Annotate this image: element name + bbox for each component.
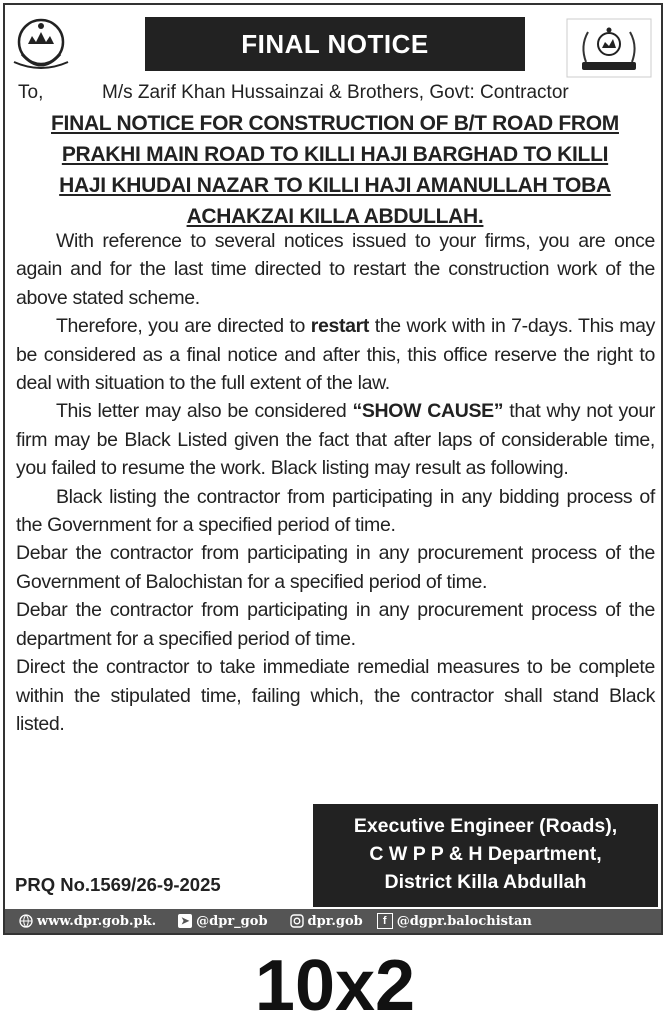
globe-icon [19,914,33,928]
body-paragraph: Black listing the contractor from participating in any bidding process of the Government for a specified period of time. [16,485,655,537]
body-paragraph: Debar the contractor from participating in any procurement process of the Government of Balochistan for a specified period of time. [16,542,655,593]
subject-line: PRAKHI MAIN ROAD TO KILLI HAJI BARGHAD TO KILLI [61,143,609,166]
signature-line: Executive Engineer (Roads), [353,815,618,837]
recipient-line [18,82,569,104]
footer-bar [5,909,661,933]
signature-line: District Killa Abdullah [384,871,587,893]
facebook-icon: f [377,913,393,929]
emphasis-restart: restart [310,315,369,338]
balochistan-emblem-right [566,18,652,78]
subject-line: HAJI KHUDAI NAZAR TO KILLI HAJI AMANULLAH TOBA [59,174,611,197]
instagram-link[interactable]: dpr.gob [290,914,363,929]
twitter-icon: ➤ [178,914,192,928]
page-title: FINAL NOTICE [145,17,525,71]
facebook-link[interactable]: f @dgpr.balochistan [377,913,532,929]
balochistan-emblem-left [10,14,72,76]
prq-number: PRQ No.1569/26-9-2025 [15,874,221,895]
body-paragraph: This letter may also be considered “SHOW CAUSE” that why not your firm may be Black Listed given the fact that after laps of considerable time, you failed to resume the work. Black listing may result as following. [16,400,655,480]
body-paragraph: Therefore, you are directed to restart the work with in 7-days. This may be considered as a final notice and after this, this office reserve the right to deal with situation to the full extent of the law. [16,315,655,395]
emphasis-show-cause: “SHOW CAUSE” [352,400,504,423]
body-paragraph: Debar the contractor from participating in any procurement process of the department for a specified period of time. [16,599,655,650]
notice-subject [20,108,650,232]
body-paragraph: Direct the contractor to take immediate remedial measures to be complete within the stipulated time, failing which, the contractor shall stand Black listed. [16,656,655,735]
twitter-link[interactable]: ➤ @dpr_gob [178,914,267,929]
ad-size-label: 10x2 [254,946,416,1026]
notice-body [16,227,655,738]
signature-block [313,804,658,907]
subject-line: FINAL NOTICE FOR CONSTRUCTION OF B/T ROAD FROM [51,112,619,135]
contractor-name: M/s Zarif Khan Hussainzai & Brothers, Govt: Contractor [102,82,569,103]
website-link[interactable]: www.dpr.gob.pk. [19,914,156,929]
subject-line: ACHAKZAI KILLA ABDULLAH. [186,205,484,228]
to-label: To, [18,82,44,103]
body-paragraph: With reference to several notices issued to your firms, you are once again and for the last time directed to restart the construction work of the above stated scheme. [16,230,655,309]
signature-line: C W P P & H Department, [369,843,602,865]
instagram-icon [290,914,304,928]
